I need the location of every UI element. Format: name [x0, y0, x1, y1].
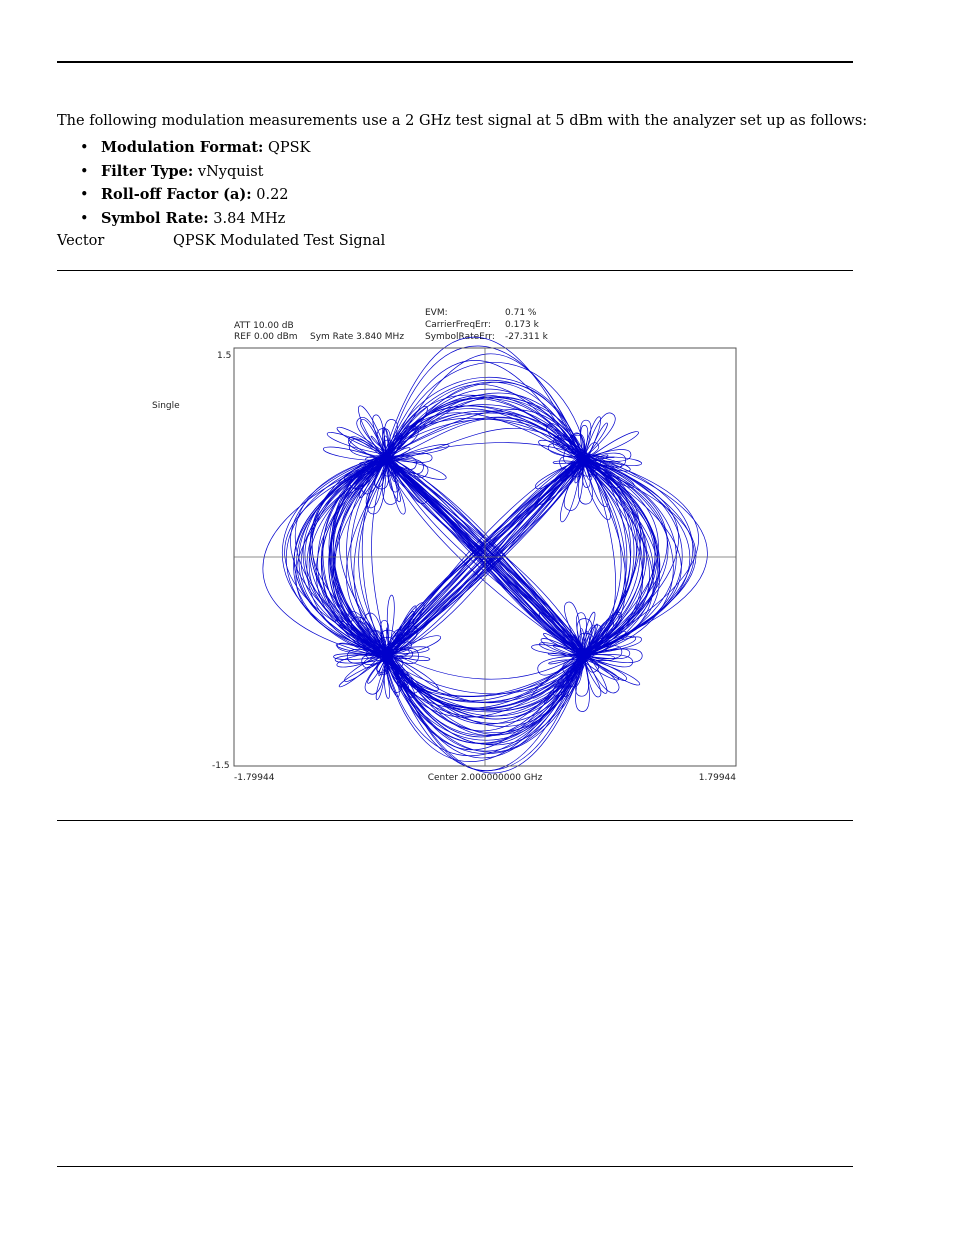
figure-caption-left: Vector	[57, 233, 105, 249]
setting-label: Modulation Format:	[101, 139, 264, 156]
sym-rate-readout: Sym Rate 3.840 MHz	[310, 332, 405, 342]
figure-caption-right: QPSK Modulated Test Signal	[173, 233, 386, 249]
carrier-freq-err-label: CarrierFreqErr:	[425, 320, 491, 330]
setting-value: QPSK	[267, 140, 311, 156]
x-tick-label-right: 1.79944	[698, 773, 736, 783]
setting-item	[80, 185, 310, 209]
setting-value: 3.84 MHz	[213, 210, 286, 227]
setting-item	[80, 209, 310, 233]
intro-paragraph: The following modulation measurements use a 2 GHz test signal at 5 dBm with the analyzer set up as follows:	[57, 113, 868, 129]
figure-bottom-rule	[57, 820, 853, 821]
figure-top-rule	[57, 270, 853, 271]
setting-label: Roll-off Factor (a):	[101, 186, 252, 203]
constellation-point	[379, 649, 393, 663]
carrier-freq-err-value: 0.173 k	[505, 320, 539, 330]
setting-label: Filter Type:	[101, 162, 194, 180]
symbol-rate-err-label: SymbolRateErr:	[425, 332, 495, 342]
y-tick-label-bottom: -1.5	[212, 761, 230, 771]
settings-list	[80, 138, 310, 232]
bullet-icon: •	[80, 163, 89, 180]
center-frequency-label: Center 2.000000000 GHz	[427, 773, 543, 783]
y-tick-label-top: 1.5	[217, 351, 232, 361]
screen-background	[145, 298, 765, 798]
constellation-point	[577, 451, 591, 465]
analyzer-screenshot	[145, 298, 765, 798]
constellation-point	[577, 649, 591, 663]
setting-item	[80, 138, 310, 162]
setting-value: vNyquist	[197, 163, 264, 180]
att-readout: ATT 10.00 dB	[234, 321, 294, 331]
setting-label: Symbol Rate:	[101, 209, 209, 227]
constellation-point	[379, 451, 393, 465]
symbol-rate-err-value: -27.311 k	[505, 332, 548, 342]
evm-label: EVM:	[425, 308, 448, 318]
sweep-mode-label: Single	[152, 401, 180, 411]
x-tick-label-left: -1.79944	[234, 773, 275, 783]
bullet-icon: •	[80, 187, 89, 203]
bullet-icon: •	[80, 140, 89, 156]
setting-item	[80, 162, 310, 186]
ref-readout: REF 0.00 dBm	[234, 332, 298, 342]
setting-value: 0.22	[256, 187, 289, 203]
bullet-icon: •	[80, 210, 89, 227]
footer-rule	[57, 1166, 853, 1167]
evm-value: 0.71 %	[505, 308, 537, 318]
top-rule	[57, 61, 853, 63]
